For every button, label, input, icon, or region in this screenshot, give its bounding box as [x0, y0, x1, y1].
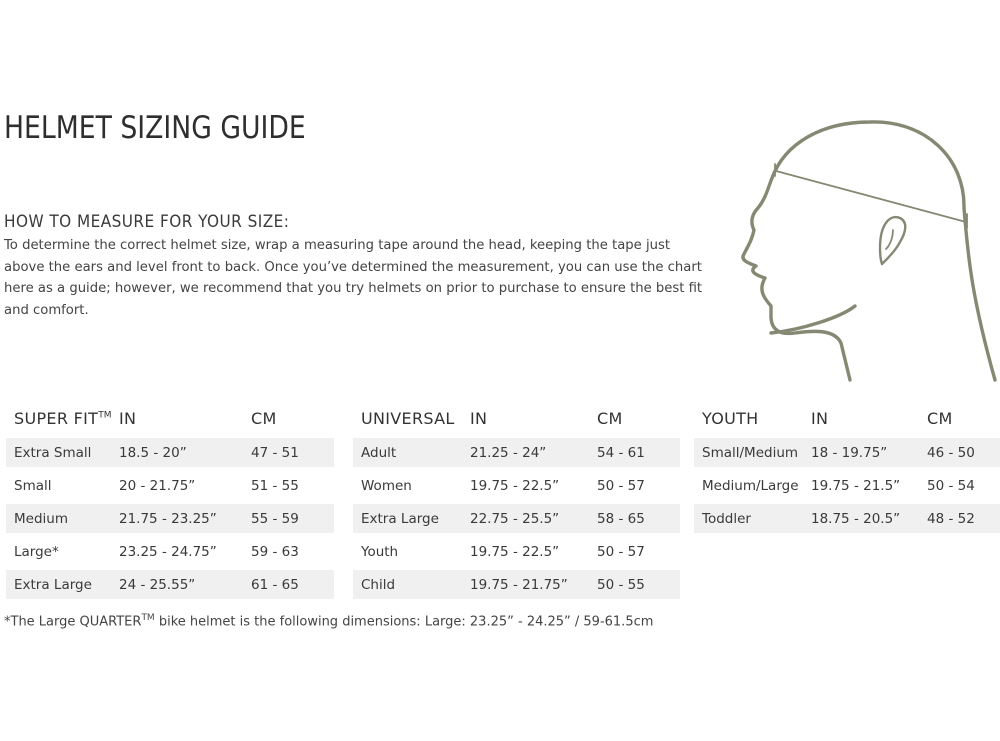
table-row — [694, 504, 1000, 533]
size-cell: Adult — [353, 438, 470, 467]
table-header-cm: CM — [251, 408, 277, 428]
table-row — [6, 471, 334, 500]
table-row — [353, 537, 680, 566]
table-header-size: UNIVERSAL — [361, 408, 455, 428]
cm-cell: 55 - 59 — [251, 504, 334, 533]
table-header-row — [353, 402, 680, 434]
inches-cell: 18.5 - 20” — [119, 438, 251, 467]
size-cell: Youth — [361, 543, 399, 560]
size-cell: Extra Large — [353, 504, 470, 533]
page-title: HELMET SIZING GUIDE — [4, 110, 306, 146]
ear-outline — [880, 217, 905, 264]
table-header-size: SUPER FIT™ — [14, 408, 112, 428]
table-header-cm: CM — [927, 408, 953, 428]
cm-cell: 48 - 52 — [927, 504, 1000, 533]
size-cell: Extra Large — [6, 570, 119, 599]
table-header-in: IN — [811, 408, 829, 428]
large-quarter-footnote: *The Large QUARTER™ bike helmet is the following dimensions: Large: 23.25” - 24.25” / 59-61.5cm — [4, 613, 654, 630]
how-to-measure-heading: HOW TO MEASURE FOR YOUR SIZE: — [4, 212, 290, 232]
table-header-in: IN — [119, 408, 137, 428]
measuring-tape-line — [775, 164, 967, 228]
table-row — [353, 438, 680, 467]
superfit-size-table — [6, 398, 334, 603]
cm-cell: 50 - 54 — [927, 477, 975, 494]
how-to-measure-text: To determine the correct helmet size, wrap a measuring tape around the head, keeping the tape just above the ears and level front to back. Once you’ve determined the measurement, you can use the chart here as a guide; however, we recommend that you try helmets on prior to purchase to ensure the best fit and comfort. — [4, 238, 703, 318]
cm-cell: 58 - 65 — [597, 504, 680, 533]
table-row — [6, 537, 334, 566]
head-outline — [743, 122, 995, 380]
table-row — [6, 570, 334, 599]
table-header-row — [6, 402, 334, 434]
cm-cell: 50 - 57 — [597, 543, 645, 560]
table-row — [694, 471, 1000, 500]
head-measuring-illustration — [730, 118, 1000, 383]
table-row — [353, 504, 680, 533]
table-row — [694, 438, 1000, 467]
table-header-in: IN — [470, 408, 488, 428]
youth-size-table — [694, 398, 1000, 537]
table-header-row — [694, 402, 1000, 434]
table-row — [6, 438, 334, 467]
ear-inner-line — [886, 230, 893, 249]
size-cell: Child — [353, 570, 470, 599]
cm-cell: 47 - 51 — [251, 438, 334, 467]
cm-cell: 50 - 57 — [597, 477, 645, 494]
table-row — [6, 504, 334, 533]
inches-cell: 21.75 - 23.25” — [119, 504, 251, 533]
size-cell: Medium — [6, 504, 119, 533]
size-cell: Extra Small — [6, 438, 119, 467]
inches-cell: 19.75 - 22.5” — [470, 543, 560, 560]
inches-cell: 18 - 19.75” — [811, 438, 927, 467]
cm-cell: 59 - 63 — [251, 543, 299, 560]
inches-cell: 21.25 - 24” — [470, 438, 597, 467]
cm-cell: 51 - 55 — [251, 477, 299, 494]
cm-cell: 61 - 65 — [251, 570, 334, 599]
inches-cell: 19.75 - 22.5” — [470, 477, 560, 494]
inches-cell: 23.25 - 24.75” — [119, 543, 217, 560]
size-cell: Small/Medium — [694, 438, 811, 467]
cm-cell: 50 - 55 — [597, 570, 680, 599]
inches-cell: 22.75 - 25.5” — [470, 504, 597, 533]
size-cell: Women — [361, 477, 412, 494]
size-cell: Small — [14, 477, 52, 494]
table-header-cm: CM — [597, 408, 623, 428]
cm-cell: 46 - 50 — [927, 438, 1000, 467]
universal-size-table — [353, 398, 680, 603]
inches-cell: 24 - 25.55” — [119, 570, 251, 599]
inches-cell: 18.75 - 20.5” — [811, 504, 927, 533]
inches-cell: 19.75 - 21.75” — [470, 570, 597, 599]
table-row — [353, 471, 680, 500]
inches-cell: 20 - 21.75” — [119, 477, 196, 494]
size-cell: Toddler — [694, 504, 811, 533]
table-row — [353, 570, 680, 599]
inches-cell: 19.75 - 21.5” — [811, 477, 901, 494]
size-cell: Large* — [14, 543, 59, 560]
cm-cell: 54 - 61 — [597, 438, 680, 467]
size-cell: Medium/Large — [702, 477, 799, 494]
table-header-size: YOUTH — [702, 408, 759, 428]
